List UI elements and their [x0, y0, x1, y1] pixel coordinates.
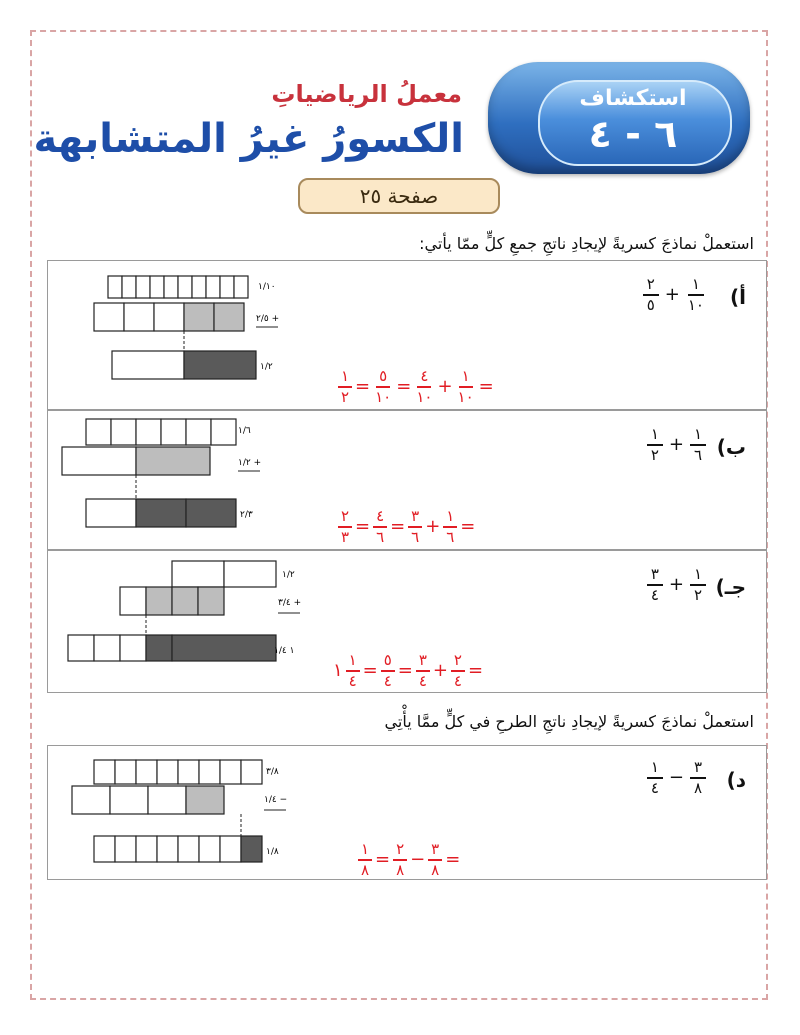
- fraction-model-c: [62, 557, 302, 671]
- answer-fraction: [338, 509, 352, 545]
- answer-fraction: [338, 369, 352, 405]
- whole-number: ١: [333, 660, 343, 682]
- badge-number: ٦ - ٤: [588, 112, 678, 156]
- denominator: ٦: [693, 445, 703, 464]
- problem-expression: [647, 567, 706, 603]
- fraction-a: [647, 567, 663, 603]
- numerator: ٢: [646, 275, 655, 293]
- answer-expression: [333, 653, 483, 689]
- denominator: ١٠: [457, 387, 474, 406]
- fraction-a: [647, 760, 663, 796]
- numerator: ٣: [693, 758, 703, 776]
- denominator: ١٠: [687, 295, 704, 314]
- model-label-half: ١/٢: [260, 362, 273, 372]
- operator: +: [425, 516, 441, 538]
- model-label-twofifths: ٢/٥ +: [256, 314, 280, 324]
- denominator: ٨: [431, 860, 440, 879]
- numerator: ٤: [376, 507, 385, 525]
- problem-label: د): [726, 768, 746, 792]
- operator: +: [664, 284, 680, 306]
- answer-fraction: [358, 842, 372, 878]
- denominator: ٦: [376, 527, 385, 546]
- answer-fraction: [451, 653, 465, 689]
- numerator: ١: [650, 758, 659, 776]
- denominator: ٤: [453, 671, 462, 690]
- denominator: ١٠: [416, 387, 433, 406]
- numerator: ١: [461, 367, 470, 385]
- fraction-b: [690, 760, 706, 796]
- problem-expression: [643, 277, 706, 313]
- numerator: ٣: [431, 840, 440, 858]
- answer-expression: [338, 509, 475, 545]
- problem-label: ب): [716, 435, 746, 459]
- equals-sign: =: [445, 849, 461, 871]
- operator: +: [668, 434, 684, 456]
- numerator: ٣: [650, 565, 659, 583]
- numerator: ٥: [379, 367, 388, 385]
- denominator: ٤: [348, 671, 357, 690]
- denominator: ٦: [411, 527, 420, 546]
- equals-sign: =: [478, 376, 494, 398]
- operator: −: [668, 767, 684, 789]
- fraction-a: [647, 427, 663, 463]
- answer-fraction: [416, 653, 430, 689]
- numerator: ١: [650, 425, 659, 443]
- numerator: ٣: [418, 651, 427, 669]
- problem-expression: [647, 427, 706, 463]
- denominator: ٨: [396, 860, 405, 879]
- fraction-bars-svg: [88, 271, 288, 386]
- model-label-threeeighths: ٣/٨: [266, 767, 279, 777]
- numerator: ٥: [383, 651, 392, 669]
- denominator: ١٠: [375, 387, 392, 406]
- denominator: ٤: [650, 585, 659, 604]
- model-label-half: ١/٢: [282, 570, 295, 580]
- fraction-model-a: [88, 271, 288, 390]
- numerator: ٢: [453, 651, 462, 669]
- lesson-title: الكسورُ غيرُ المتشابهة: [33, 116, 464, 162]
- answer-fraction: [408, 509, 422, 545]
- denominator: ٣: [340, 527, 350, 546]
- page-label: صفحة ٢٥: [298, 178, 500, 214]
- fraction-a: [643, 277, 659, 313]
- numerator: ٢: [396, 840, 405, 858]
- answer-fraction: [373, 369, 393, 405]
- model-label-quarter: ١/٤ −: [264, 795, 288, 805]
- equals-sign: =: [390, 516, 406, 538]
- denominator: ٦: [446, 527, 455, 546]
- equals-sign: =: [396, 376, 412, 398]
- denominator: ٥: [646, 295, 655, 314]
- operator: +: [437, 376, 453, 398]
- fraction-b: [690, 567, 706, 603]
- operator: −: [410, 849, 426, 871]
- numerator: ٢: [340, 507, 350, 525]
- equals-sign: =: [397, 660, 413, 682]
- denominator: ٤: [418, 671, 427, 690]
- model-label-twothirds: ٢/٣: [240, 510, 253, 520]
- problem-panel-c: [47, 550, 767, 693]
- denominator: ٢: [340, 387, 350, 406]
- fraction-bars-svg: [58, 415, 298, 535]
- answer-expression: [338, 369, 494, 405]
- operator: +: [432, 660, 448, 682]
- badge-word: استكشاف: [579, 86, 687, 111]
- denominator: ٨: [693, 778, 703, 797]
- operator: +: [668, 574, 684, 596]
- answer-fraction: [373, 509, 387, 545]
- answer-fraction: [428, 842, 442, 878]
- model-label-oneandquarter: ١ ١/٤: [274, 646, 295, 656]
- denominator: ٨: [360, 860, 370, 879]
- answer-fraction: [414, 369, 434, 405]
- denominator: ٢: [650, 445, 659, 464]
- equals-sign: =: [375, 849, 391, 871]
- fraction-model-b: [58, 415, 298, 539]
- problem-panel-b: [47, 410, 767, 550]
- numerator: ٤: [420, 367, 429, 385]
- numerator: ١: [693, 565, 703, 583]
- problem-panel-d: [47, 745, 767, 880]
- numerator: ١: [360, 840, 370, 858]
- problem-label: جـ): [715, 575, 746, 599]
- model-label-eighth: ١/٨: [266, 847, 279, 857]
- denominator: ٤: [383, 671, 392, 690]
- answer-fraction: [443, 509, 457, 545]
- fraction-b: [686, 277, 706, 313]
- equals-sign: =: [467, 660, 484, 682]
- lesson-badge: [488, 62, 750, 174]
- model-label-threequarters: ٣/٤ +: [278, 598, 302, 608]
- equals-sign: =: [355, 376, 371, 398]
- equals-sign: =: [355, 516, 371, 538]
- denominator: ٤: [650, 778, 659, 797]
- subtraction-instruction: استعملْ نماذجَ كسريةً لإيجادِ ناتجِ الطرحِ في كلٍّ ممَّا يأْتِي: [384, 712, 754, 731]
- numerator: ١: [691, 275, 700, 293]
- answer-expression: [358, 842, 460, 878]
- answer-fraction: [381, 653, 395, 689]
- numerator: ١: [348, 651, 357, 669]
- answer-fraction: [346, 653, 360, 689]
- denominator: ٢: [693, 585, 703, 604]
- problem-panel-a: [47, 260, 767, 410]
- numerator: ٣: [411, 507, 420, 525]
- answer-fraction: [393, 842, 407, 878]
- addition-instruction: استعملْ نماذجَ كسريةً لإيجادِ ناتجِ جمعِ كلٍّ ممّا يأتي:: [419, 234, 754, 253]
- numerator: ١: [693, 425, 703, 443]
- answer-fraction: [456, 369, 476, 405]
- lesson-subtitle: معملُ الرياضياتِ: [271, 80, 462, 108]
- problem-expression: [647, 760, 706, 796]
- equals-sign: =: [362, 660, 378, 682]
- equals-sign: =: [460, 516, 476, 538]
- fraction-bars-svg: [62, 557, 302, 667]
- model-label-sixth: ١/٦: [238, 426, 251, 436]
- numerator: ١: [446, 507, 455, 525]
- model-label-tenth: ١/١٠: [258, 282, 276, 292]
- fraction-bars-svg: [68, 756, 288, 871]
- fraction-b: [690, 427, 706, 463]
- numerator: ١: [340, 367, 350, 385]
- fraction-model-d: [68, 756, 288, 875]
- model-label-half: ١/٢ +: [238, 458, 262, 468]
- problem-label: أ): [730, 285, 746, 309]
